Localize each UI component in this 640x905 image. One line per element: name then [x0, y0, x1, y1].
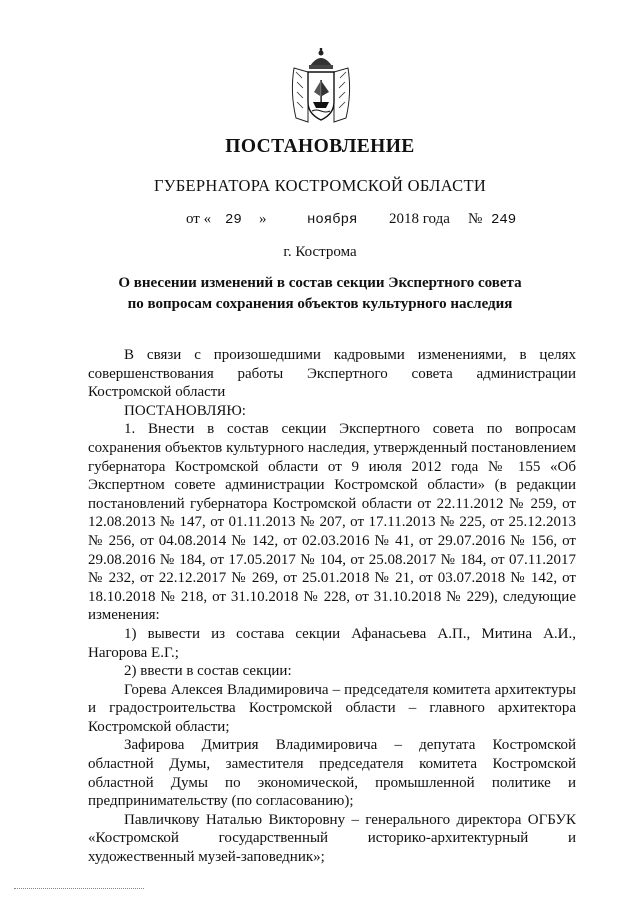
document-title: ПОСТАНОВЛЕНИЕ [225, 136, 415, 157]
document-subject [0, 273, 640, 315]
subject-line-2: по вопросам сохранения объектов культурного наследия [127, 296, 513, 312]
coat-of-arms-icon [288, 48, 354, 128]
date-number-line [0, 211, 640, 231]
city: г. Кострома [283, 244, 357, 260]
member-gorev-paragraph: Горева Алексея Владимировича – председателя комитета архитектуры и градостроительства Костромской области – главного архитектора Костромской области; [88, 681, 576, 735]
document-body [88, 346, 576, 867]
date-day: 29 [225, 212, 242, 228]
resolve-heading: ПОСТАНОВЛЯЮ: [124, 402, 246, 419]
preamble-paragraph: В связи с произошедшими кадровыми изменениями, в целях совершенствования работы Экспертного совета администрации Костромской области [88, 347, 576, 401]
date-month: ноября [307, 212, 358, 228]
clause-1-paragraph: 1. Внести в состав секции Экспертного совета по вопросам сохранения объектов культурного наследия, утвержденный постановлением губернатора Костромской области от 9 июля 2012 года № 155 «Об Экспертном совете администрации Костромской области» (в редакции постановлений губернатора Костромской области от 22.11.2012 № 259, от 12.08.2013 № 147, от 01.11.2013 № 207, от 17.11.2013 № 225, от 25.12.2013 № 256, от 04.08.2014 № 142, от 02.03.2016 № 41, от 29.07.2016 № 156, от 29.08.2016 № 184, от 17.05.2017 № 104, от 25.08.2017 № 184, от 07.11.2017 № 232, от 22.12.2017 № 269, от 25.01.2018 № 21, от 03.07.2018 № 142, от 18.10.2018 № 218, от 31.10.2018 № 228, от 31.10.2018 № 229), следующие изменения: [88, 421, 576, 624]
subclause-2-paragraph: 2) ввести в состав секции: [124, 663, 292, 680]
date-close-quote: » [259, 211, 267, 227]
number-sign: № [468, 211, 483, 227]
footer-divider [14, 888, 144, 889]
member-pavlichkova-paragraph: Павличкову Наталью Викторовну – генерального директора ОГБУК «Костромской государственный историко-архитектурный и художественный музей-заповедник»; [88, 811, 576, 866]
issuer-title: ГУБЕРНАТОРА КОСТРОМСКОЙ ОБЛАСТИ [153, 176, 487, 195]
subclause-1-paragraph: 1) вывести из состава секции Афанасьева А.П., Митина А.И., Нагорова Е.Г.; [88, 625, 576, 661]
date-year: 2018 года [389, 211, 450, 227]
member-zafirov-paragraph: Зафирова Дмитрия Владимировича – депутата Костромской областной Думы, заместителя председателя комитета Костромской областной Думы по экономической, промышленной политике и предпринимательству (по согласованию); [88, 737, 576, 810]
subject-line-1: О внесении изменений в состав секции Экспертного совета [118, 275, 522, 291]
date-prefix: от « [186, 211, 212, 227]
document-number: 249 [491, 212, 517, 228]
